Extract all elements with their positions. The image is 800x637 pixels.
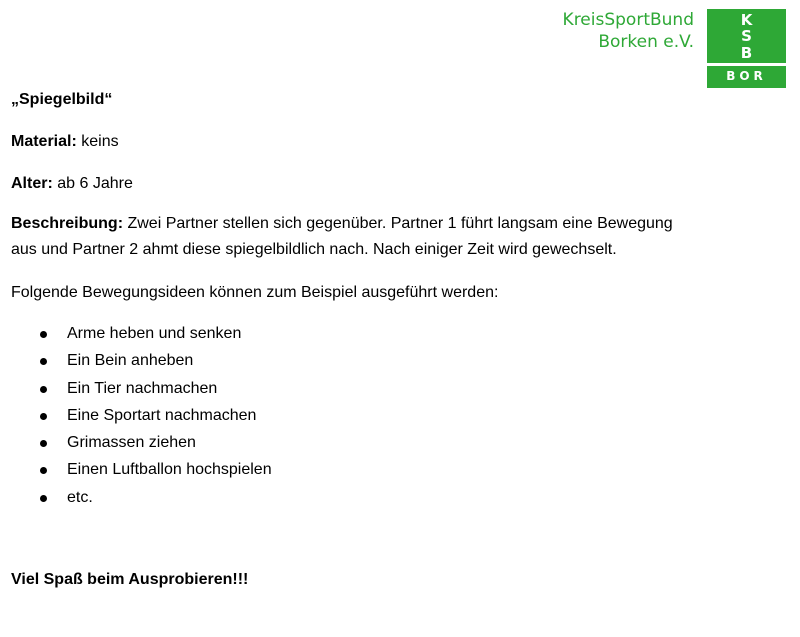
list-item: Eine Sportart nachmachen	[11, 402, 272, 429]
logo-letter-b: B	[740, 44, 753, 62]
logo-footer-text: BOR	[726, 69, 767, 83]
alter-label: Alter:	[11, 175, 53, 192]
beschreibung-line2: aus und Partner 2 ahmt diese spiegelbildlich nach. Nach einiger Zeit wird gewechselt.	[11, 241, 617, 258]
bullet-icon	[40, 331, 47, 338]
list-item: Ein Bein anheben	[11, 347, 272, 374]
page-title: „Spiegelbild“	[11, 91, 113, 108]
material-value: keins	[81, 133, 119, 150]
beschreibung-text-1: Zwei Partner stellen sich gegenüber. Partner 1 führt langsam eine Bewegung	[127, 215, 673, 232]
bullet-icon	[40, 440, 47, 447]
ideas-list	[11, 320, 272, 511]
beschreibung-label: Beschreibung:	[11, 215, 124, 232]
intro-text: Folgende Bewegungsideen können zum Beispiel ausgeführt werden:	[11, 284, 499, 301]
bullet-icon	[40, 358, 47, 365]
bullet-icon	[40, 386, 47, 393]
ksb-logo	[707, 9, 786, 88]
list-item: Grimassen ziehen	[11, 429, 272, 456]
list-item: etc.	[11, 484, 272, 511]
organization-name-line1: KreisSportBund	[562, 10, 694, 30]
material-line	[11, 130, 119, 154]
alter-value: ab 6 Jahre	[57, 175, 133, 192]
bullet-icon	[40, 413, 47, 420]
material-label: Material:	[11, 133, 77, 150]
logo-letter-k: K	[740, 11, 753, 29]
bullet-icon	[40, 495, 47, 502]
alter-line	[11, 172, 133, 196]
list-item: Arme heben und senken	[11, 320, 272, 347]
logo-letter-s: S	[741, 27, 752, 45]
organization-name-line2: Borken e.V.	[598, 32, 694, 52]
organization-name	[563, 9, 694, 53]
list-item: Einen Luftballon hochspielen	[11, 456, 272, 483]
beschreibung-line1	[11, 212, 673, 236]
logo-divider	[707, 63, 786, 66]
closing-text: Viel Spaß beim Ausprobieren!!!	[11, 571, 249, 588]
list-item: Ein Tier nachmachen	[11, 375, 272, 402]
bullet-icon	[40, 467, 47, 474]
